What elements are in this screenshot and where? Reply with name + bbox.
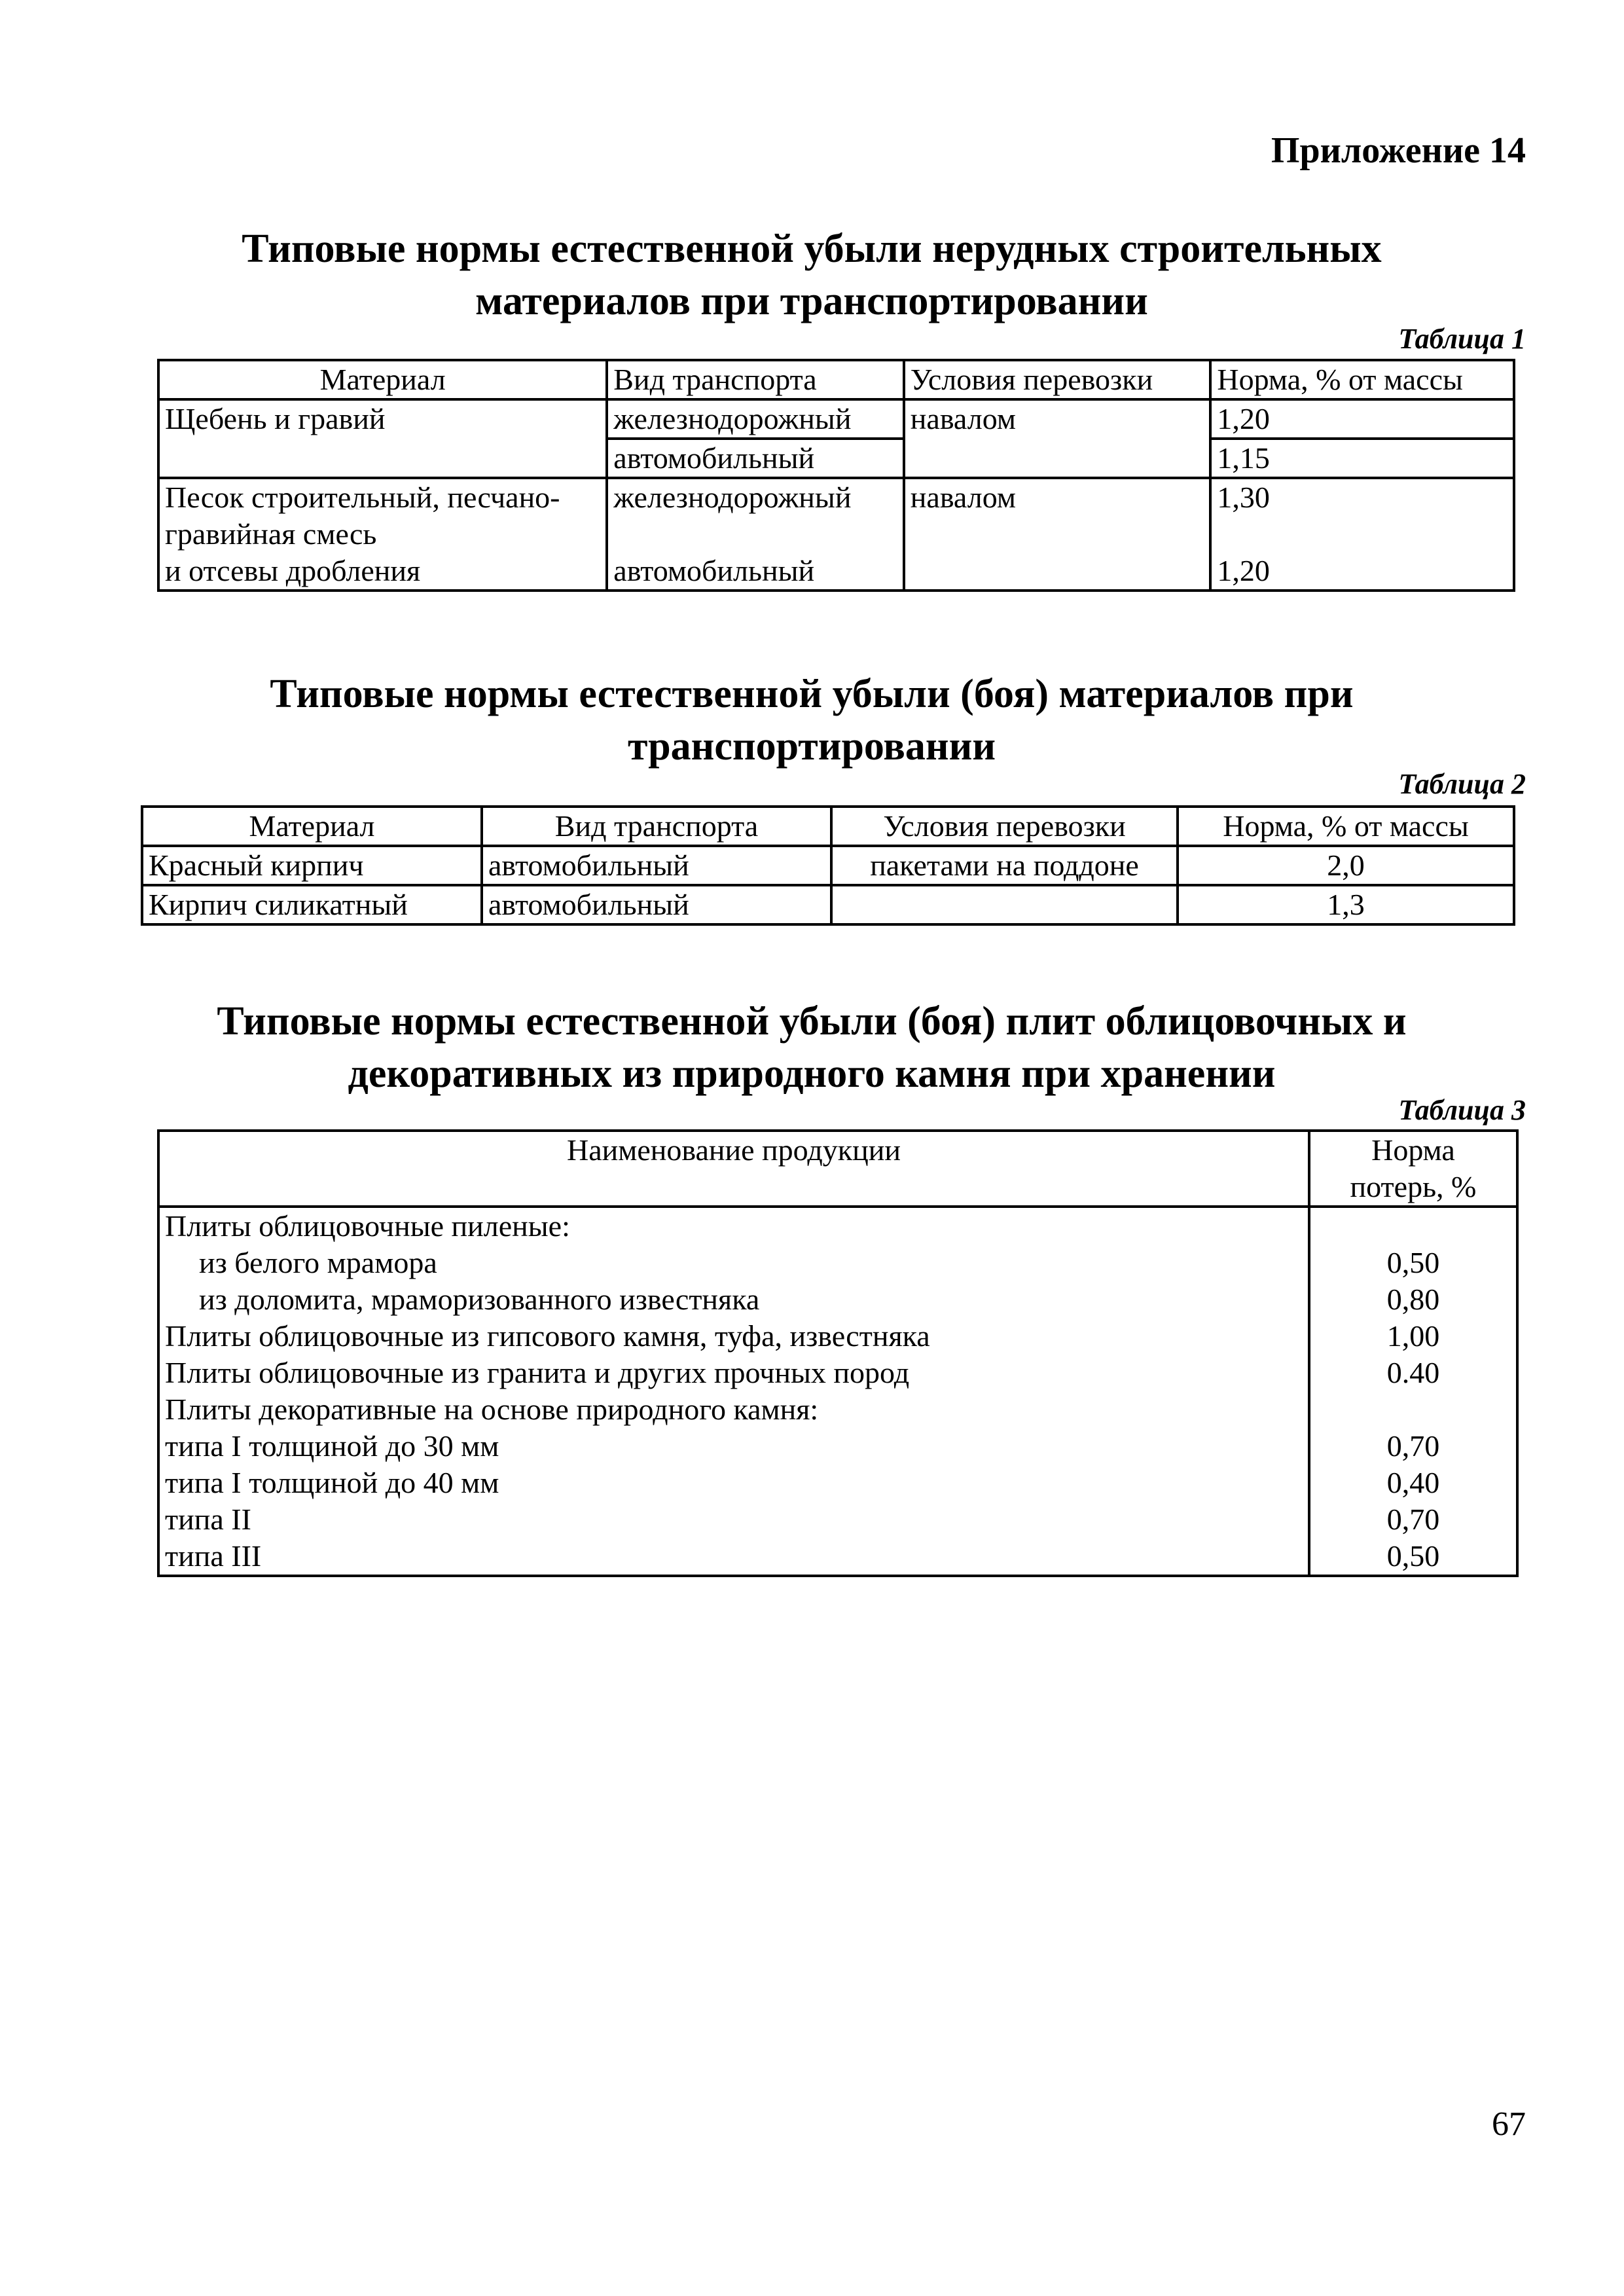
table1-caption: Таблица 1 (1398, 323, 1526, 355)
table3-cell-value: 1,00 (1309, 1318, 1517, 1355)
table1-cell-material (158, 478, 607, 591)
table1-cell-norm: 1,20 (1210, 399, 1514, 439)
table-row (158, 478, 1514, 591)
table3-cell-name: Плиты облицовочные из гипсового камня, туфа, известняка (158, 1318, 1309, 1355)
table2-header-material: Материал (142, 807, 482, 846)
table3-header-row (158, 1131, 1517, 1207)
table1-norm-rail: 1,30 (1217, 481, 1270, 514)
table2-cell-norm: 2,0 (1178, 846, 1514, 885)
table-row (158, 1465, 1517, 1501)
table3-cell-value: 0,40 (1309, 1465, 1517, 1501)
table-row (142, 846, 1514, 885)
table2-header-transport: Вид транспорта (482, 807, 831, 846)
table1-header-norm: Норма, % от массы (1210, 360, 1514, 399)
table2-header-norm: Норма, % от массы (1178, 807, 1514, 846)
table2-cell-material: Красный кирпич (142, 846, 482, 885)
table2-title-line1: Типовые нормы естественной убыли (боя) материалов при (270, 672, 1354, 716)
table3-cell-value (1309, 1207, 1517, 1245)
table1-header-material: Материал (158, 360, 607, 399)
table2-cell-conditions: пакетами на поддоне (831, 846, 1178, 885)
table3-cell-value: 0,70 (1309, 1428, 1517, 1465)
table2-title-line2: транспортировании (627, 724, 996, 769)
table-row (158, 1318, 1517, 1355)
table1-norm-road: 1,20 (1217, 554, 1270, 587)
table1-cell-norm (1210, 478, 1514, 591)
table1-cell-transport: автомобильный (607, 439, 904, 478)
table1-cell-transport: железнодорожный (607, 399, 904, 439)
table1-cell-transport (607, 478, 904, 591)
table2-header-conditions: Условия перевозки (831, 807, 1178, 846)
table3-title (98, 995, 1525, 1100)
appendix-label: Приложение 14 (1271, 130, 1526, 171)
table3-cell-value: 0,80 (1309, 1281, 1517, 1318)
table-row (158, 1391, 1517, 1428)
table1-material-line3: и отсевы дробления (165, 554, 421, 587)
table3-cell-name: Плиты облицовочные пиленые: (158, 1207, 1309, 1245)
table-1 (157, 359, 1515, 592)
table3-cell-name: типа I толщиной до 40 мм (158, 1465, 1309, 1501)
table3-header-norm (1309, 1131, 1517, 1207)
table1-cell-norm: 1,15 (1210, 439, 1514, 478)
table1-title-line2: материалов при транспортировании (475, 279, 1148, 323)
table1-title-line1: Типовые нормы естественной убыли нерудных строительных (242, 227, 1382, 271)
table1-title (98, 223, 1525, 327)
table2-header-row (142, 807, 1514, 846)
table3-cell-name: типа III (158, 1538, 1309, 1576)
table1-material-line2: гравийная смесь (165, 517, 377, 551)
table3-cell-name: Плиты декоративные на основе природного камня: (158, 1391, 1309, 1428)
table3-cell-value (1309, 1391, 1517, 1428)
table1-material-line1: Песок строительный, песчано- (165, 481, 560, 514)
table3-cell-name: Плиты облицовочные из гранита и других прочных пород (158, 1355, 1309, 1391)
table1-cell-material: Щебень и гравий (158, 399, 607, 478)
table-2 (141, 805, 1515, 926)
table1-header-row (158, 360, 1514, 399)
table3-cell-value: 0,50 (1309, 1245, 1517, 1281)
table2-title (98, 668, 1525, 773)
table2-caption: Таблица 2 (1398, 768, 1526, 800)
table-row (158, 1355, 1517, 1391)
table3-cell-name: из белого мрамора (158, 1245, 1309, 1281)
table3-header-norm-line1: Норма (1371, 1133, 1455, 1167)
table2-cell-transport: автомобильный (482, 885, 831, 924)
table3-cell-value: 0,70 (1309, 1501, 1517, 1538)
table-row (158, 399, 1514, 439)
table-row (158, 1245, 1517, 1281)
table3-cell-value: 0,50 (1309, 1538, 1517, 1576)
table3-header-norm-line2: потерь, % (1350, 1170, 1477, 1203)
table3-cell-value: 0.40 (1309, 1355, 1517, 1391)
table-row (158, 1538, 1517, 1576)
table1-transport-rail: железнодорожный (613, 481, 852, 514)
table3-cell-name: типа II (158, 1501, 1309, 1538)
table2-cell-transport: автомобильный (482, 846, 831, 885)
table3-title-line1: Типовые нормы естественной убыли (боя) плит облицовочных и (217, 999, 1407, 1044)
table-row (158, 1428, 1517, 1465)
table1-header-transport: Вид транспорта (607, 360, 904, 399)
table-row (142, 885, 1514, 924)
table-row (158, 1207, 1517, 1245)
table3-cell-name: типа I толщиной до 30 мм (158, 1428, 1309, 1465)
table3-caption: Таблица 3 (1398, 1094, 1526, 1126)
table1-transport-road: автомобильный (613, 554, 815, 587)
table3-cell-name: из доломита, мраморизованного известняка (158, 1281, 1309, 1318)
table2-cell-norm: 1,3 (1178, 885, 1514, 924)
table-row (158, 1281, 1517, 1318)
table2-cell-material: Кирпич силикатный (142, 885, 482, 924)
page-number: 67 (1492, 2105, 1526, 2143)
table3-title-line2: декоративных из природного камня при хранении (348, 1051, 1276, 1096)
table-row (158, 1501, 1517, 1538)
table1-cell-conditions: навалом (904, 478, 1211, 591)
table2-cell-conditions (831, 885, 1178, 924)
table1-header-conditions: Условия перевозки (904, 360, 1211, 399)
table1-cell-conditions: навалом (904, 399, 1211, 478)
table3-header-product: Наименование продукции (158, 1131, 1309, 1207)
table-3 (157, 1129, 1519, 1577)
